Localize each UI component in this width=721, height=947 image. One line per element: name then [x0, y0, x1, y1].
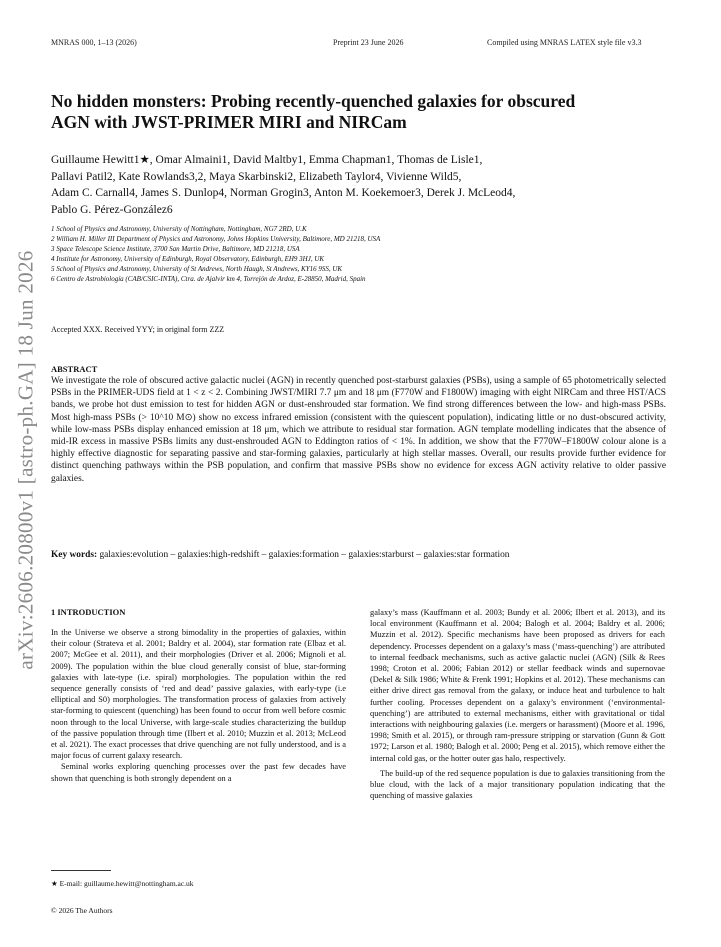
author-line: Guillaume Hewitt1★, Omar Almaini1, David Maltby1, Emma Chapman1, Thomas de Lisle1,: [51, 154, 483, 166]
column-right: [370, 607, 665, 801]
email-footnote[interactable]: ★ E-mail: guillaume.hewitt@nottingham.ac.uk: [51, 879, 194, 888]
abstract-heading: ABSTRACT: [51, 364, 98, 374]
intro-paragraph: Seminal works exploring quenching processes over the past few decades have shown that quenching is both strongly dependent on a: [51, 762, 346, 783]
affiliation: 3 Space Telescope Science Institute, 3700 San Martin Drive, Baltimore, MD 21218, USA: [51, 245, 300, 253]
affiliation: 5 School of Physics and Astronomy, University of St Andrews, North Haugh, St Andrews, KY16 9SS, UK: [51, 265, 343, 273]
keywords-list: galaxies:evolution – galaxies:high-redshift – galaxies:formation – galaxies:starburst – galaxies:star formation: [99, 550, 510, 560]
title-line-2: AGN with JWST-PRIMER MIRI and NIRCam: [51, 112, 407, 132]
footnote-rule: [51, 870, 111, 871]
affiliations: [51, 224, 671, 284]
intro-paragraph: In the Universe we observe a strong bimodality in the properties of galaxies, within their colour (Strateva et al. 2001; Baldry et al. 2004), star formation rate (Elbaz et al. 2007; McGee et al. 2011), and their morphologies (Driver et al. 2006; Mignoli et al. 2009). The population within the blue cloud generally consist of blue, star-forming galaxies with late-type (i.e. spiral) morphologies. The population within the red sequence generally consists of ‘red and dead’ passive galaxies, with early-type (i.e elliptical and S0) morphologies. The transformation process of galaxies from actively star-forming to quiescent (quenching) has been found to occur from well before cosmic noon through to the local Universe, with large-scale studies characterizing the buildup of the passive population through time (Ilbert et al. 2010; Muzzin et al. 2013; McLeod et al. 2021). The exact processes that drive quenching are not fully understood, and is a major focus of current galaxy research.: [51, 628, 346, 761]
author-line: Pallavi Patil2, Kate Rowlands3,2, Maya Skarbinski2, Elizabeth Taylor4, Vivienne Wild5,: [51, 170, 462, 183]
body-paragraph: galaxy’s mass (Kauffmann et al. 2003; Bundy et al. 2006; Ilbert et al. 2013), and its local environment (Kauffmann et al. 2004; Balogh et al. 2004; Baldry et al. 2006; Muzzin et al. 2012). Specific mechanisms have been proposed as drivers for each dependency. Processes dependent on a galaxy’s mass (‘mass-quenching’) are attributed to internal feedback mechanisms, such as active galactic nuclei (AGN) (Silk & Rees 1998; Croton et al. 2006; Fabian 2012) or stellar feedback winds and supernovae (Dekel & Silk 1986; White & Frenk 1991; Hopkins et al. 2012). These mechanisms can either drive direct gas removal from the galaxy, or induce heat and turbulence to halt further cooling. Processes dependent on a galaxy’s environment (‘environmental-quenching’) are attributed to external mechanisms, either with gravitational or tidal interactions with neighbouring galaxies (i.e. mergers or harassment) (Moore et al. 1996, 1998; Smith et al. 2015), or through ram-pressure stripping or starvation (Gunn & Gott 1972; Larson et al. 1980; Balogh et al. 2000; Peng et al. 2015), which remove either the internal cold gas, or the hotter outer gas halo, respectively.: [370, 608, 665, 763]
affiliation: 2 William H. Miller III Department of Physics and Astronomy, Johns Hopkins University, Baltimore, MD 21218, USA: [51, 235, 381, 243]
title-line-1: No hidden monsters: Probing recently-quenched galaxies for obscured: [51, 91, 576, 111]
intro-heading: 1 INTRODUCTION: [51, 607, 126, 617]
column-left: [51, 627, 346, 784]
paper-title: [51, 91, 671, 133]
affiliation: 6 Centro de Astrobiología (CAB/CSIC-INTA), Ctra. de Ajalvir km 4, Torrejón de Ardoz, E-28850, Madrid, Spain: [51, 275, 366, 283]
author-line: Pablo G. Pérez-González6: [51, 203, 173, 216]
arxiv-stamp[interactable]: arXiv:2606.20800v1 [astro-ph.GA] 18 Jun 2026: [13, 250, 38, 670]
keywords: [51, 550, 671, 560]
accepted-line: Accepted XXX. Received YYY; in original form ZZZ: [51, 325, 225, 334]
preprint-date: Preprint 23 June 2026: [333, 38, 404, 47]
affiliation: 1 School of Physics and Astronomy, University of Nottingham, Nottingham, NG7 2RD, U.K: [51, 225, 307, 233]
body-paragraph: The build-up of the red sequence population is due to galaxies transitioning from the blue cloud, with the lack of a major transitionary population indicating that the quenching of massive galaxies: [370, 768, 665, 801]
author-list: [51, 152, 676, 218]
author-line: Adam C. Carnall4, James S. Dunlop4, Norman Grogin3, Anton M. Koekemoer3, Derek J. McLeod4,: [51, 187, 516, 199]
abstract-text: We investigate the role of obscured active galactic nuclei (AGN) in recently quenched post-starburst galaxies (PSBs), using a sample of 65 photometrically selected PSBs in the PRIMER-UDS field at 1 < z < 2. Combining JWST/MIRI 7.7 μm and 18 μm (F770W and F1800W) imaging with eight NIRCam and three HST/ACS bands, we probe hot dust emission to test for hidden AGN or dust-enshrouded star formation. We find strong differences between the low- and high-mass PSBs. Most high-mass PSBs (> 10^10 M⊙) show no excess infrared emission (consistent with the quiescent population), indicating little or no dust-obscured activity, while low-mass PSBs display enhanced emission at 18 μm, which we attribute to residual star formation. AGN template modelling indicates that the absence of mid-IR excess in massive PSBs limits any dust-enshrouded AGN to Eddington ratios of < 1%. In addition, we show that the F770W–F1800W colour alone is a highly effective diagnostic for separating passive and star-forming galaxies, particularly at high stellar masses. Overall, our results provide further evidence for distinct quenching pathways within the PSB population, and confirm that massive PSBs show no evidence for excess AGN activity relative to older passive galaxies.: [51, 376, 666, 484]
keywords-label: Key words:: [51, 550, 98, 560]
arxiv-stamp-container: [6, 180, 46, 740]
compiled-note: Compiled using MNRAS LATEX style file v3.3: [487, 38, 642, 47]
copyright: © 2026 The Authors: [51, 906, 113, 915]
affiliation: 4 Institute for Astronomy, University of Edinburgh, Royal Observatory, Edinburgh, EH9 3HJ, UK: [51, 255, 325, 263]
journal-ref: MNRAS 000, 1–13 (2026): [51, 38, 137, 47]
